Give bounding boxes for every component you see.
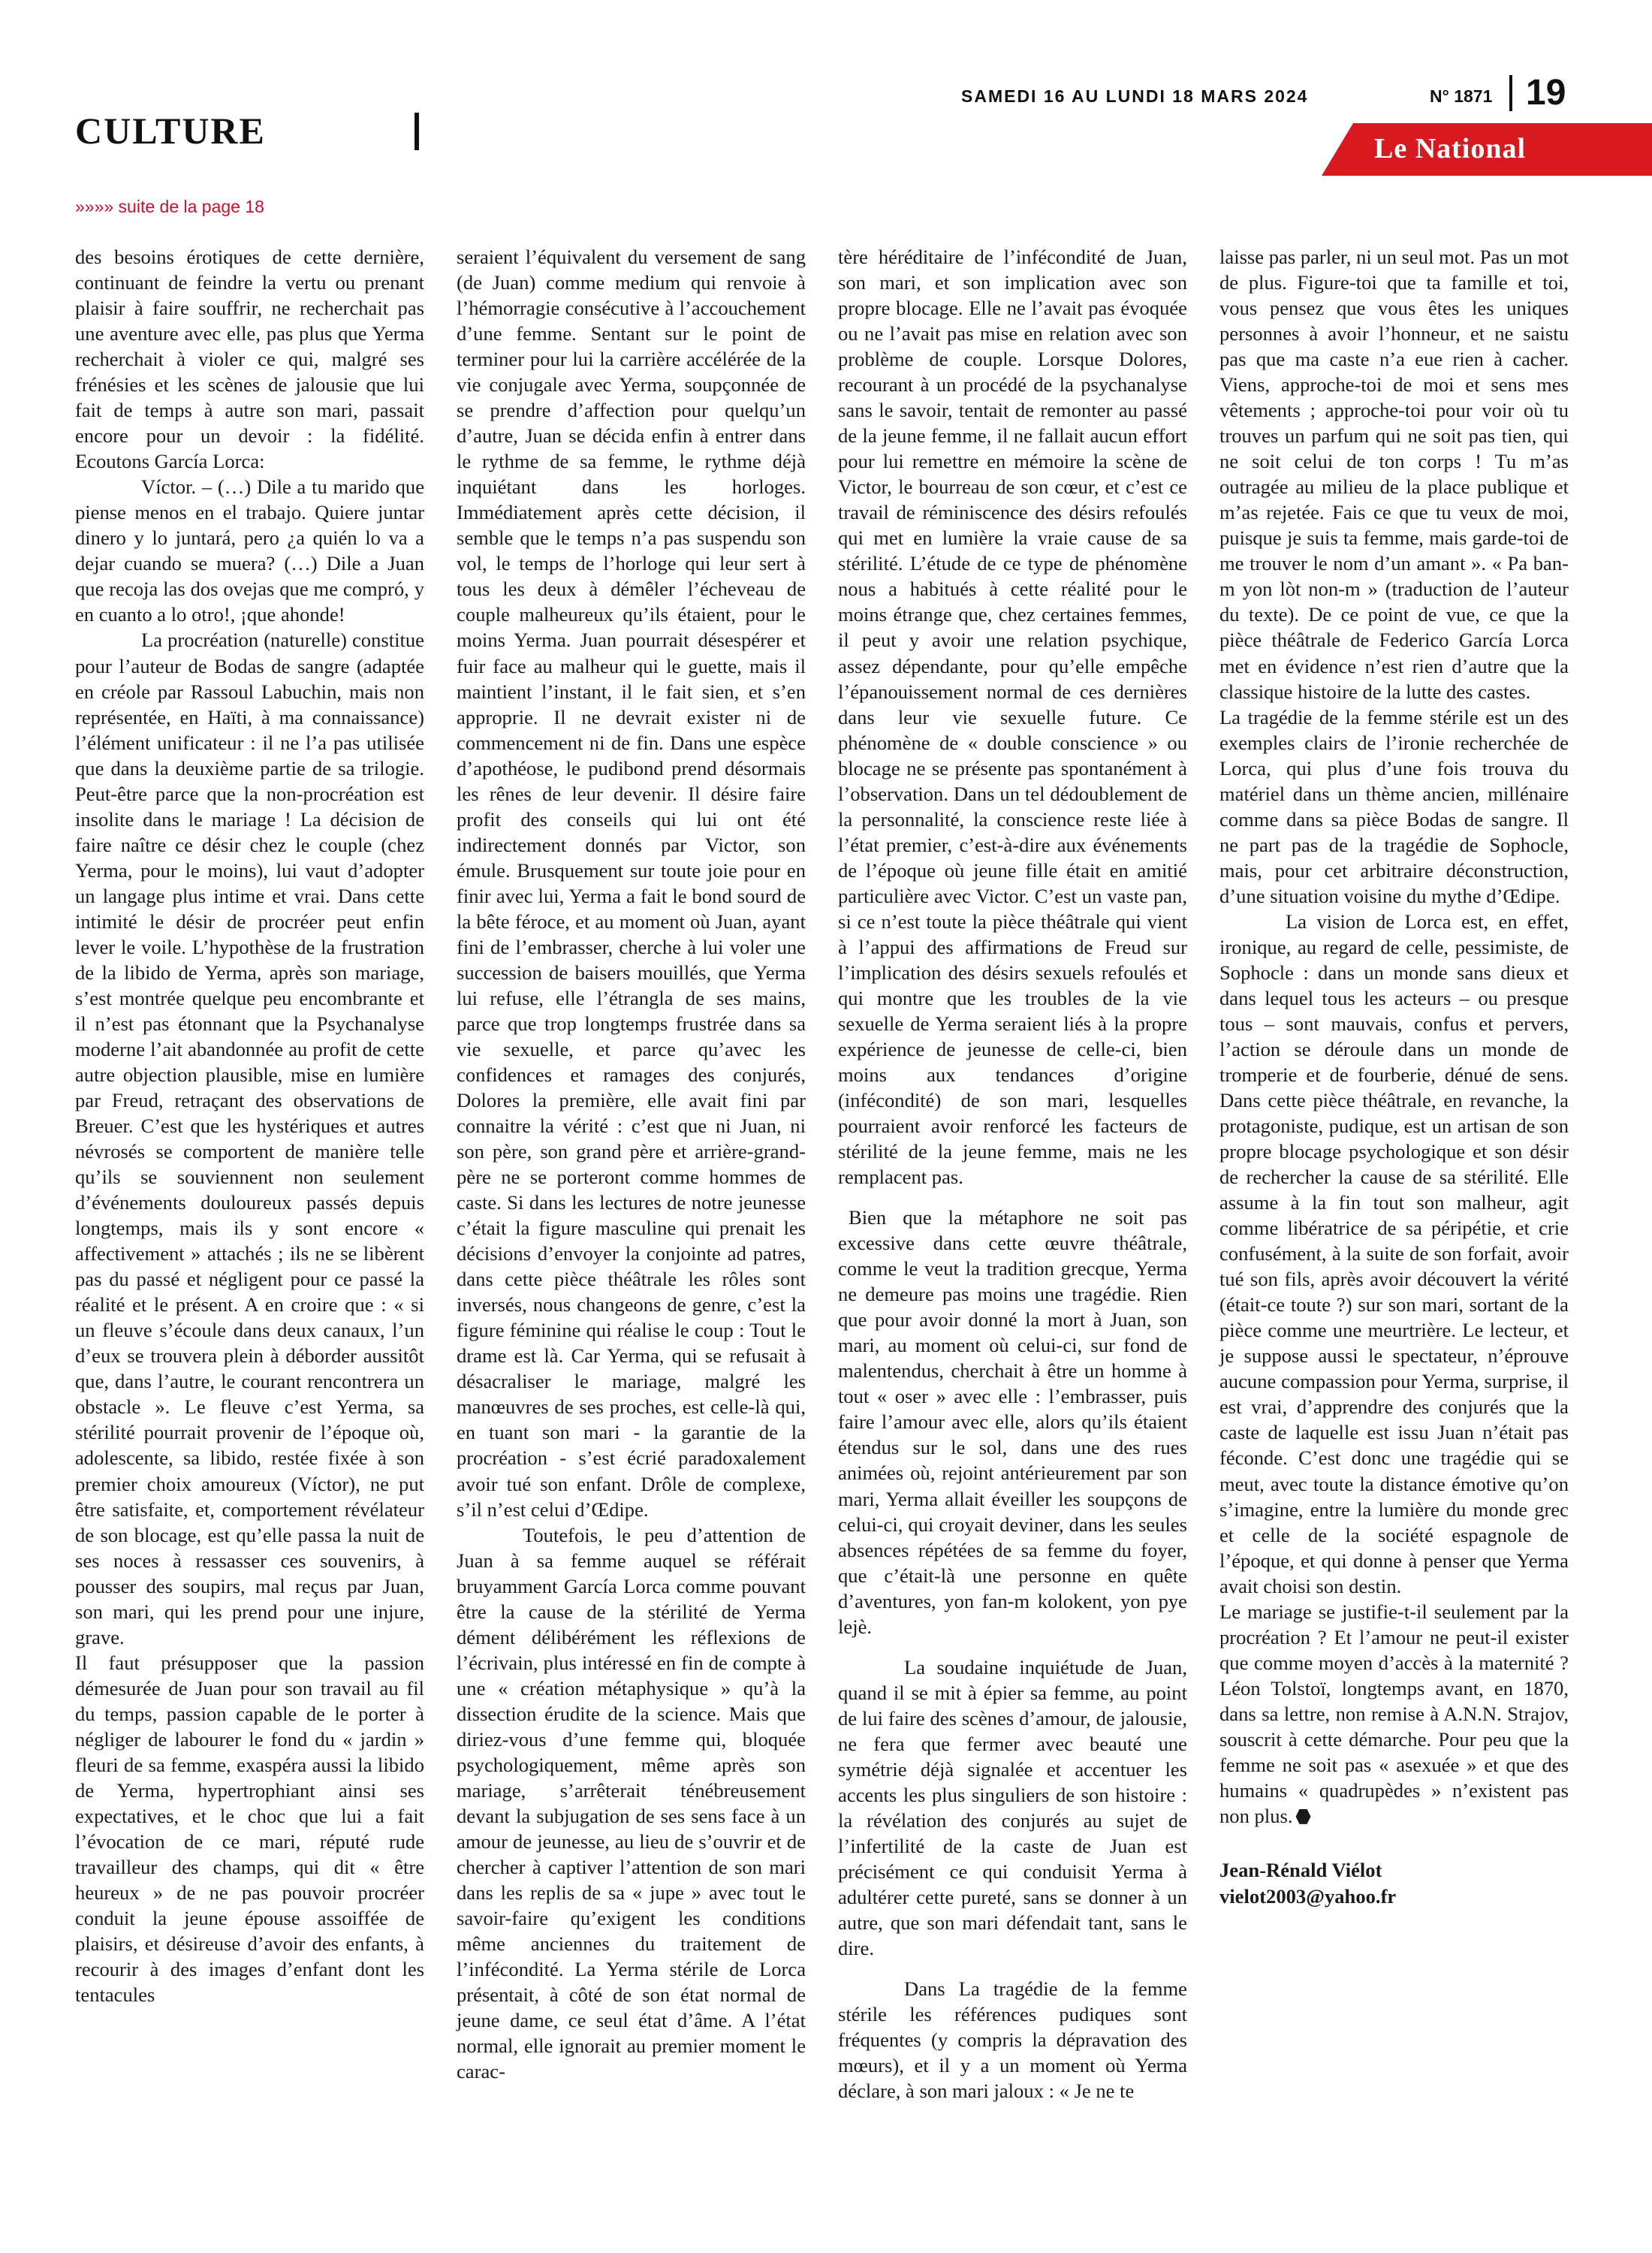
paragraph: Toutefois, le peu d’attention de Juan à sa femme auquel se référait bruyamment García Lorca comme pouvant être la cause de la stérilité de Yerma dément délibérément les réflexions de l’écrivain, plus intéressé en fin de compte à une « création métaphysique » qu’à la dissection érudite de la science. Mais que diriez-vous d’une femme qui, bloquée psychologiquement, même après son mariage, s’arrêterait ténébreusement devant la subjugation de ses sens face à un amour de jeunesse, au lieu de s’ouvrir et de chercher à captiver l’attention de son mari dans les replis de sa « jupe » avec tout le savoir-faire qu’exigent les conditions même anciennes du traitement de l’infécondité. La Yerma stérile de Lorca présentait, à côté de son état normal de jeune dame, ce seul état d’âme. A l’état normal, elle ignorait au premier moment le carac-	[457, 1523, 806, 2083]
paragraph: La procréation (naturelle) constitue pour l’auteur de Bodas de sangre (adaptée en créole par Rassoul Labuchin, mais non représentée, en Haïti, à ma connaissance) l’élément unificateur : il ne l’a pas utilisée que dans la deuxième partie de sa trilogie. Peut-être parce que la non-procréation est insolite dans le mariage ! La décision de faire naître ce désir chez le couple (chez Yerma, pour le moins), lui vaut d’adopter un langage plus intime et vrai. Dans cette intimité le désir de procréer peut enfin lever le voile. L’hypothèse de la frustration de la libido de Yerma, après son mariage, s’est montrée quelque peu encombrante et il n’est pas étonnant que la Psychanalyse moderne l’ait abandonnée au profit de cette autre objection plausible, mise en lumière par Freud, retraçant des observations de Breuer. C’est que les hystériques et autres névrosés se comportent de manière telle qu’ils se souviennent non seulement d’événements douloureux passés depuis longtemps, mais ils y sont encore « affectivement » attachés ; ils ne se libèrent pas du passé et négligent pour ce passé la réalité et le présent. A en croire que : « si un fleuve s’écoule dans deux canaux, l’un d’eux se trouvera plein à déborder aussitôt que, dans l’autre, le courant rencontrera un obstacle ». Le fleuve c’est Yerma, sa stérilité pourrait provenir de l’époque où, adolescente, sa libido, restée fixée à son premier choix amoureux (Víctor), ne put être satisfaite, et, comportement révélateur de son blocage, est qu’elle passa la nuit de ses noces à ressasser ces souvenirs, à pousser des soupirs, mal reçus par Juan, son mari, qui les prend pour une injure, grave.	[75, 629, 424, 1648]
article-column-2	[457, 244, 806, 2084]
paragraph: Bien que la métaphore ne soit pas excessive dans cette œuvre théâtrale, comme le veut la tradition grecque, Yerma ne demeure pas moins une tragédie. Rien que pour avoir donné la mort à Juan, son mari, au moment où celui-ci, sur fond de malentendus, cherchait à être un homme à tout « oser » avec elle : l’embrasser, puis faire l’amour avec elle, alors qu’ils étaient étendus sur le sol, dans une des rues animées où, rejoint antérieurement par son mari, Yerma allait éveiller les soupçons de celui-ci, qui croyait deviner, dans les seules absences répétées de sa femme du foyer, que c’était-là une personne en quête d’aventures, yon fan-m kolokent, yon pye lejè.	[838, 1206, 1187, 1638]
article-column-4	[1219, 244, 1569, 1909]
paragraph: Dans La tragédie de la femme stérile les références pudiques sont fréquentes (y compris la dépravation des mœurs), et il y a un moment où Yerma déclare, à son mari jaloux : « Je ne te	[838, 1977, 1187, 2103]
section-divider	[415, 113, 419, 150]
article-column-3	[838, 244, 1187, 2104]
continuation-link[interactable]: »»»» suite de la page 18	[75, 197, 264, 216]
dateline: SAMEDI 16 AU LUNDI 18 MARS 2024	[961, 86, 1309, 106]
article-column-1	[75, 244, 424, 2007]
author-email[interactable]: vielot2003@yahoo.fr	[1219, 1884, 1397, 1908]
author-name: Jean-Rénald Viélot	[1219, 1858, 1382, 1881]
paragraph: des besoins érotiques de cette dernière, continuant de feindre la vertu ou prenant plaisir à faire souffrir, ne recherchait pas une aventure avec elle, pas plus que Yerma recherchait à violer ce qui, malgré ses frénésies et les scènes de jalousie que lui fait de temps à autre son mari, passait encore pour un devoir : la fidélité. Ecoutons García Lorca:	[75, 246, 424, 473]
page-number-divider	[1509, 75, 1512, 111]
section-name: CULTURE	[75, 110, 266, 152]
page-number: 19	[1526, 73, 1566, 113]
paragraph: laisse pas parler, ni un seul mot. Pas un mot de plus. Figure-toi que ta famille et toi, vous pensez que vous êtes les uniques personnes à avoir l’honneur, et ne saistu pas que ma caste n’a eue rien à cacher. Viens, approche-toi de moi et sens mes vêtements ; approche-toi pour voir où tu trouves un parfum qui ne soit pas tien, qui ne soit celui de ton corps ! Tu m’as outragée au milieu de la place publique et m’as rejetée. Fais ce que tu veux de moi, puisque je suis ta femme, mais garde-toi de me trouver le nom d’un amant ». « Pa ban-m yon lòt non-m » (traduction de l’auteur du texte). De ce point de vue, ce que la pièce théâtrale de Federico García Lorca met en évidence n’est rien d’autre que la classique histoire de la lutte des castes.	[1219, 246, 1569, 703]
paragraph: tère héréditaire de l’infécondité de Juan, son mari, et son implication avec son propre blocage. Elle ne l’avait pas évoquée ou ne l’avait pas mise en relation avec son problème de couple. Lorsque Dolores, recourant à un procédé de la psychanalyse sans le savoir, tentait de remonter au passé de la jeune femme, il ne fallait aucun effort pour lui remettre en mémoire la scène de Victor, le bourreau de son cœur, et c’est ce travail de réminiscence des désirs refoulés qui met en lumière la vraie cause de sa stérilité. L’étude de ce type de phénomène nous a habitués à cette réalité pour le moins étrange que, chez certaines femmes, il peut y avoir une relation psychique, assez dépendante, pour qu’elle empêche l’épanouissement normal de ces dernières dans leur vie sexuelle future. Ce phénomène de « double conscience » ou blocage ne se présente pas spontanément à l’observation. Dans un tel dédoublement de la personnalité, la conscience reste liée à l’état premier, c’est-à-dire aux événements de l’époque où jeune fille était en amitié particulière avec Victor. C’est un vaste pan, si ce n’est toute la pièce théâtrale qui vient à l’appui des affirmations de Freud sur l’implication des désirs sexuels refoulés et qui montre que les troubles de la vie sexuelle de Yerma seraient liés à la propre expérience de jeunesse de celle-ci, bien moins aux tendances d’origine (infécondité) de son mari, lesquelles pourraient avoir renforcé les facteurs de stérilité de la jeune femme, mais ne les remplacent pas.	[838, 246, 1187, 1189]
quote-paragraph: Víctor. – (…) Dile a tu marido que piense menos en el trabajo. Quiere juntar dinero y lo juntará, pero ¿a quién lo va a dejar cuando se muera? (…) Dile a Juan que recoja las dos ovejas que me compró, y en cuanto a lo otro!, ¡que ahonde!	[75, 475, 424, 626]
paragraph-text: Le mariage se justifie-t-il seulement par la procréation ? Et l’amour ne peut-il exister que comme moyen d’accès à la maternité ? Léon Tolstoï, longtemps avant, en 1870, dans sa lettre, non remise à A.N.N. Strajov, souscrit à cette démarche. Pour peu que la femme ne soit pas « asexuée » et que des humains « quadrupèdes » n’existent pas non plus.	[1219, 1600, 1569, 1827]
paragraph: La tragédie de la femme stérile est un des exemples clairs de l’ironie recherchée de Lorca, qui plus d’une fois trouva du matériel dans un thème ancien, millénaire comme dans sa pièce Bodas de sangre. Il ne part pas de la tragédie de Sophocle, mais, pour cet arbitraire déconstruction, d’une situation voisine du mythe d’Œdipe.	[1219, 705, 1569, 907]
paragraph: seraient l’équivalent du versement de sang (de Juan) comme medium qui renvoie à l’hémorragie consécutive à l’accouchement d’une femme. Sentant sur le point de terminer pour lui la carrière accélérée de la vie conjugale avec Yerma, soupçonnée de se prendre d’affection pour quelqu’un d’autre, Juan se décida enfin à entrer dans le rythme de sa femme, le rythme déjà inquiétant dans les horloges. Immédiatement après cette décision, il semble que le temps n’a pas suspendu son vol, le temps de l’horloge qui leur sert à tous les deux à démêler l’écheveau de couple malheureux qu’ils étaient, pour le moins Yerma. Juan pourrait désespérer et fuir face au malheur qui le guette, mais il maintient l’instant, il le fait sien, et s’en approprie. Il ne devrait exister ni de commencement ni de fin. Dans une espèce d’apothéose, le pudibond prend désormais les rênes de leur devenir. Il désire faire profit des conseils qui lui ont été indirectement donnés par Victor, son émule. Brusquement sur toute joie pour en finir avec lui, Yerma a fait le bond sourd de la bête féroce, et au moment où Juan, ayant fini de l’embrasser, cherche à lui voler une succession de baisers mouillés, que Yerma lui refuse, elle l’étrangla de ses mains, parce que trop longtemps frustrée dans sa vie sexuelle, et parce qu’avec les confidences et ramages des conjurés, Dolores la première, elle avait fini par connaitre la vérité : c’est que ni Juan, ni son père, son grand père et arrière-grand-père ne se porteront comme hommes de caste. Si dans les lectures de notre jeunesse c’était la figure masculine qui prenait les décisions d’envoyer la conjointe ad patres, dans cette pièce théâtrale les rôles sont inversés, nous changeons de genre, c’est la figure féminine qui réalise le coup : Tout le drame est là. Car Yerma, qui se refusait à désacraliser le mariage, malgré les manœuvres de ses proches, est celle-là qui, en tuant son mari - la garantie de la procréation - s’est écrié paradoxalement avoir tué son enfant. Drôle de complexe, s’il n’est celui d’Œdipe.	[457, 246, 806, 1521]
paragraph: La soudaine inquiétude de Juan, quand il se mit à épier sa femme, au point de lui faire des scènes d’amour, de jalousie, ne fera que fermer avec beauté une symétrie déjà signalée et accentuer les accents les plus singuliers de son histoire : la révélation des conjurés au sujet de l’infertilité de la caste de Juan est précisément ce qui conduisit Yerma à adultérer cette pureté, sans se donner à un autre, que son mari défendait tant, sans le dire.	[838, 1655, 1187, 1960]
signature	[1219, 1857, 1569, 1909]
paragraph	[1219, 1599, 1569, 1829]
masthead-name: Le National	[1374, 133, 1527, 164]
paragraph: La vision de Lorca est, en effet, ironique, au regard de celle, pessimiste, de Sophocle : dans un monde sans dieux et dans lequel tous les acteurs – ou presque tous – sont mauvais, confus et pervers, l’action se déroule dans un monde de tromperie et de fourberie, dénué de sens. Dans cette pièce théâtrale, en revanche, la protagoniste, pudique, est un artisan de son propre blocage psychologique et son désir de rechercher la cause de sa stérilité. Elle assume à la fin tout son malheur, agit comme libératrice de sa péripétie, et crie confusément, à la suite de son forfait, avoir tué son fils, après avoir découvert la vérité (était-ce toute ?) sur son mari, sortant de la pièce comme une meurtrière. Le lecteur, et je suppose aussi le spectateur, n’éprouve aucune compassion pour Yerma, surprise, il est vrai, d’apprendre des conjurés que la caste de laquelle est issu Juan n’était pas féconde. C’est donc une tragédie qui se meut, avec toute la distance émotive qu’on s’imagine, entre la lumière du monde grec et celle de la société espagnole de l’époque, et qui donne à penser que Yerma avait choisi son destin.	[1219, 909, 1569, 1597]
end-of-article-icon	[1296, 1809, 1311, 1824]
paragraph: Il faut présupposer que la passion démesurée de Juan pour son travail au fil du temps, passion capable de le porter à négliger de labourer le fond du « jardin » fleuri de sa femme, exaspéra aussi la libido de Yerma, hypertrophiant ainsi ses expectatives, et le choc que lui a fait l’évocation de ce mari, réputé rude travailleur des champs, qui dit « être heureux » de ne pas pouvoir procréer conduit la jeune épouse assoiffée de plaisirs, et désireuse d’avoir des enfants, à recourir à des images d’enfant dont les tentacules	[75, 1651, 424, 2007]
issue-number: N° 1871	[1430, 86, 1493, 106]
